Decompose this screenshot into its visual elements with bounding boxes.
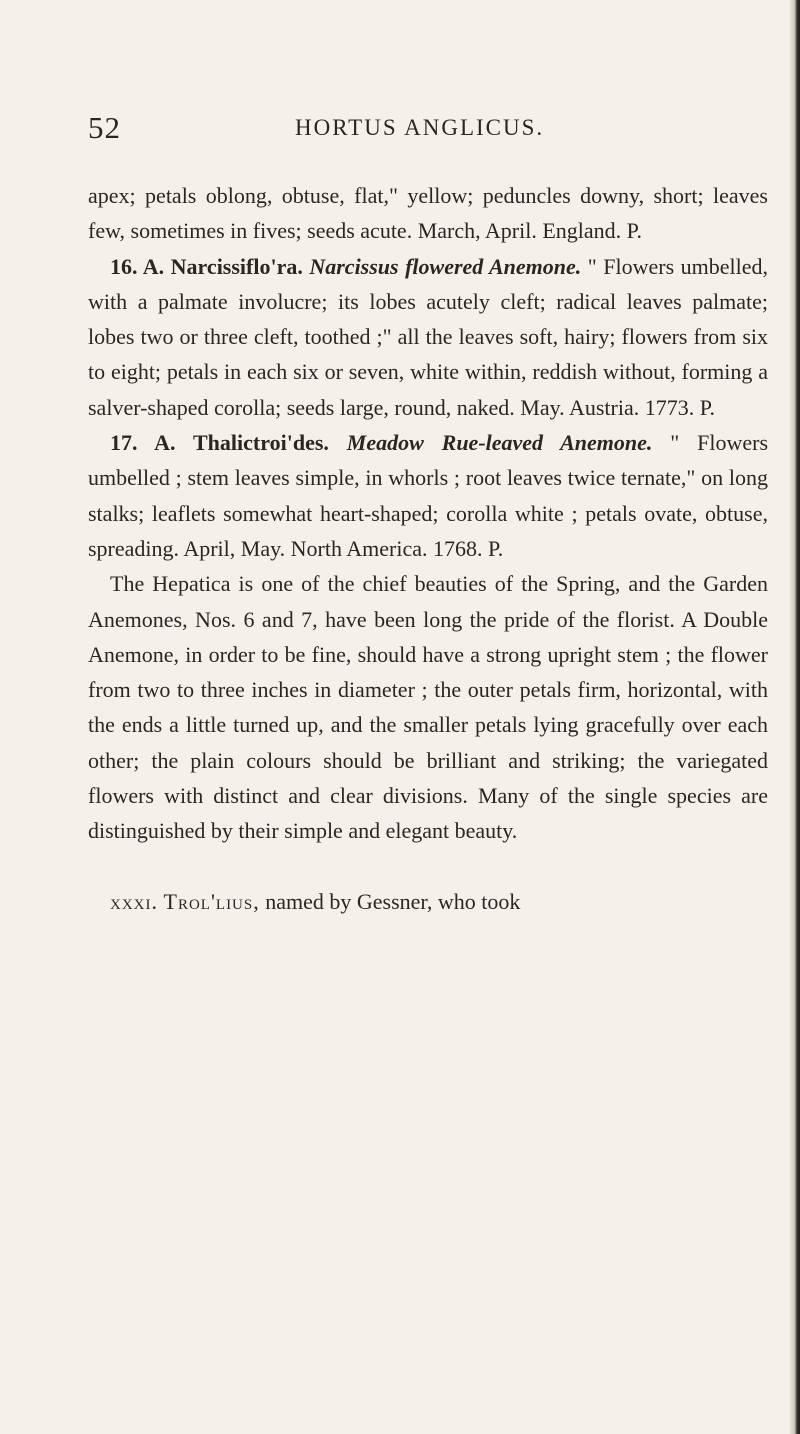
species-16-name: 16. A. Narcissiflo'ra. — [110, 253, 303, 279]
genus-number: xxxi. — [110, 888, 158, 914]
species-16-description: " Flowers umbelled, with a palmate involucre; its lobes acutely cleft; radical leaves palmate; lobes two or three cleft, toothed ;" all the leaves soft, hairy; flowers from six to eight; petals in each six or seven, white within, reddish without, forming a salver-shaped corolla; seeds large, round, naked. May. Austria. 1773. P. — [88, 253, 769, 420]
commentary-paragraph: The Hepatica is one of the chief beauties of the Spring, and the Garden Anemones, Nos. 6 and 7, have been long the pride of the florist. A Double Anemone, in order to be fine, should have a strong upright stem ; the flower from two to three inches in diameter ; the outer petals firm, horizontal, with the ends a little turned up, and the smaller petals lying gracefully over each other; the plain colours should be brilliant and striking; the variegated flowers with distinct and clear divisions. Many of the single species are distinguished by their simple and elegant beauty. — [88, 571, 768, 844]
page-header — [88, 110, 778, 150]
page-number: 52 — [88, 110, 121, 145]
species-17-description: " Flowers umbelled ; stem leaves simple, in whorls ; root leaves twice ternate," on long stalks; leaflets somewhat heart-shaped; corolla white ; petals ovate, obtuse, spreading. April, May. North America. 1768. P. — [88, 430, 769, 561]
species-17-common-name: Meadow Rue-leaved Anemone. — [346, 430, 653, 456]
species-16-entry — [88, 249, 768, 425]
species-17-name: 17. A. Thalictroi'des. — [110, 430, 329, 456]
page-edge-shadow — [790, 0, 800, 1434]
paragraph-continuation: apex; petals oblong, obtuse, flat," yellow; peduncles downy, short; leaves few, sometimes in fives; seeds acute. March, April. England. P. — [88, 183, 768, 244]
genus-entry — [88, 884, 768, 919]
species-16-common-name: Narcissus flowered Anemone. — [309, 253, 582, 279]
genus-name: Trol'lius, — [163, 888, 260, 914]
genus-description: named by Gessner, who took — [265, 888, 521, 914]
page-body — [88, 178, 768, 919]
species-17-entry — [88, 425, 768, 566]
running-title: HORTUS ANGLICUS. — [295, 115, 545, 140]
